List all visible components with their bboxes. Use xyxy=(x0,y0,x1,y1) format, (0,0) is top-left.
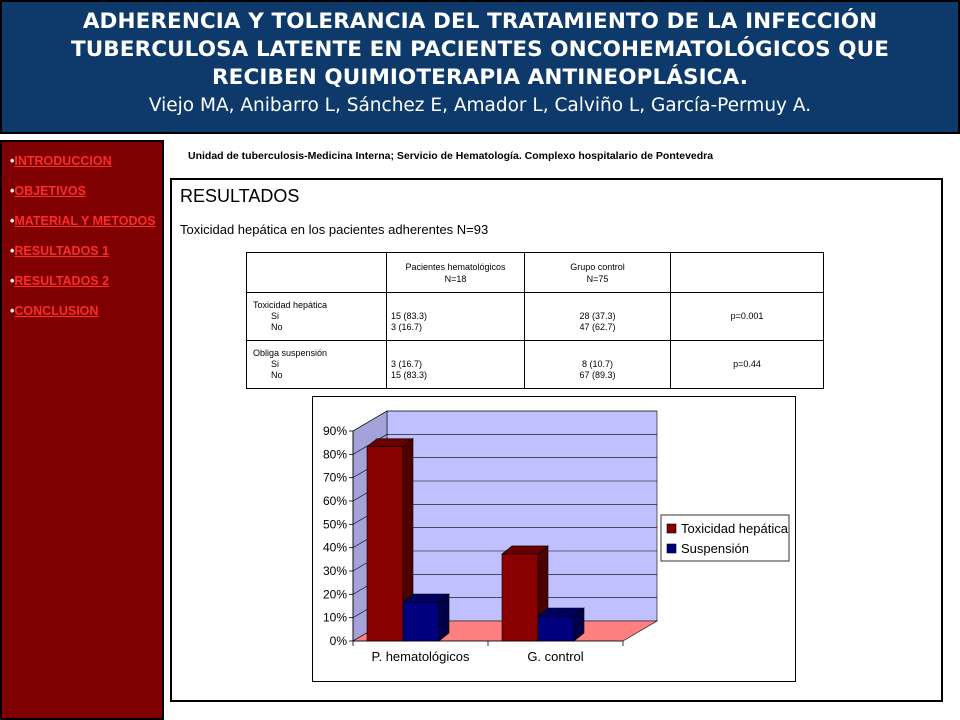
cell-control xyxy=(525,341,671,389)
row-label xyxy=(247,293,387,341)
results-panel xyxy=(170,178,943,702)
bullet: • xyxy=(10,244,15,258)
link-resultados-2[interactable]: RESULTADOS 2 xyxy=(14,274,110,288)
chart-legend-label: Toxicidad hepática xyxy=(681,521,788,536)
cell-value: 8 (10.7) xyxy=(581,359,614,369)
header-label: Grupo control xyxy=(570,261,625,272)
sidebar-item-introduccion xyxy=(10,154,158,169)
chart-bar-toxicidad xyxy=(502,554,538,641)
cell-value: 28 (37.3) xyxy=(579,311,616,321)
row-title: Obliga suspensión xyxy=(253,348,328,358)
institution-line: Unidad de tuberculosis-Medicina Interna; Servicio de Hematología. Complexo hospitalario de Pontevedra xyxy=(188,150,714,162)
chart-y-tick-label: 80% xyxy=(322,447,347,462)
chart-legend-swatch xyxy=(667,524,676,533)
bullet: • xyxy=(10,214,15,228)
section-title: RESULTADOS xyxy=(180,186,300,206)
cell-control xyxy=(525,293,671,341)
header-label: Pacientes hematológicos xyxy=(405,261,506,272)
chart-y-tick-label: 50% xyxy=(322,517,347,532)
sidebar-item-resultados-2 xyxy=(10,274,158,289)
poster-authors: Viejo MA, Anibarro L, Sánchez E, Amador L, Calviño L, García-Permuy A. xyxy=(148,95,812,116)
row-sub: Si xyxy=(271,359,280,369)
link-conclusion[interactable]: CONCLUSION xyxy=(14,304,99,318)
cell-value: 15 (83.3) xyxy=(391,370,428,380)
link-material-metodos[interactable]: MATERIAL Y METODOS xyxy=(14,214,156,228)
sidebar-item-objetivos xyxy=(10,184,158,199)
link-resultados-1[interactable]: RESULTADOS 1 xyxy=(14,244,110,258)
cell-value: 15 (83.3) xyxy=(391,311,428,321)
chart-x-tick-label: P. hematológicos xyxy=(371,649,470,664)
link-objetivos[interactable]: OBJETIVOS xyxy=(14,184,86,198)
chart-legend-label: Suspensión xyxy=(681,541,749,556)
table-header-patients xyxy=(387,253,525,293)
cell-value: 3 (16.7) xyxy=(391,322,423,332)
chart-y-tick-label: 70% xyxy=(322,470,347,485)
chart-y-tick-label: 20% xyxy=(322,587,347,602)
chart-y-tick-label: 90% xyxy=(322,424,347,438)
table-header-pvalue xyxy=(671,253,824,293)
cell-pvalue: p=0.001 xyxy=(671,293,824,341)
section-subtitle: Toxicidad hepática en los pacientes adherentes N=93 xyxy=(180,222,489,237)
chart-y-tick-label: 40% xyxy=(322,540,347,555)
row-sub: No xyxy=(271,322,283,332)
bullet: • xyxy=(10,304,15,318)
cell-patients xyxy=(387,341,525,389)
row-label xyxy=(247,341,387,389)
cell-value: 67 (89.3) xyxy=(579,370,616,380)
header-n: N=75 xyxy=(586,273,609,284)
table-header-row xyxy=(247,253,824,293)
sidebar-item-material-metodos xyxy=(10,214,158,229)
poster-header xyxy=(0,0,960,134)
sidebar-nav xyxy=(0,140,164,720)
chart-x-tick-label: G. control xyxy=(527,649,584,664)
row-title: Toxicidad hepática xyxy=(253,300,328,310)
poster-title: ADHERENCIA Y TOLERANCIA DEL TRATAMIENTO DE LA INFECCIÓN TUBERCULOSA LATENTE EN PACIENTES ONCOHEMATOLÓGICOS QUE RECIBEN QUIMIOTERAPIA ANTINEOPLÁSICA. xyxy=(70,9,890,90)
bar-chart xyxy=(312,396,796,682)
table-row xyxy=(247,293,824,341)
chart-y-tick-label: 10% xyxy=(322,610,347,625)
results-table xyxy=(246,252,824,389)
chart-bar-suspension xyxy=(538,616,574,641)
table-header-empty xyxy=(247,253,387,293)
chart-legend-swatch xyxy=(667,544,676,553)
cell-pvalue: p=0.44 xyxy=(671,341,824,389)
chart-svg xyxy=(313,397,797,683)
chart-bar-toxicidad xyxy=(367,447,403,641)
chart-bar-suspension xyxy=(403,602,439,641)
sidebar-item-conclusion xyxy=(10,304,158,319)
header-n: N=18 xyxy=(444,273,467,284)
row-sub: Si xyxy=(271,311,280,321)
bullet: • xyxy=(10,184,15,198)
link-introduccion[interactable]: INTRODUCCION xyxy=(14,154,112,168)
table-header-control xyxy=(525,253,671,293)
chart-y-tick-label: 60% xyxy=(322,494,347,508)
chart-y-tick-label: 0% xyxy=(329,634,347,648)
bullet: • xyxy=(10,274,15,288)
chart-y-tick-label: 30% xyxy=(322,564,347,578)
table-row xyxy=(247,341,824,389)
cell-value: 3 (16.7) xyxy=(391,359,423,369)
bullet: • xyxy=(10,154,15,168)
cell-patients xyxy=(387,293,525,341)
cell-value: 47 (62.7) xyxy=(579,322,616,332)
sidebar-item-resultados-1 xyxy=(10,244,158,259)
row-sub: No xyxy=(271,370,283,380)
